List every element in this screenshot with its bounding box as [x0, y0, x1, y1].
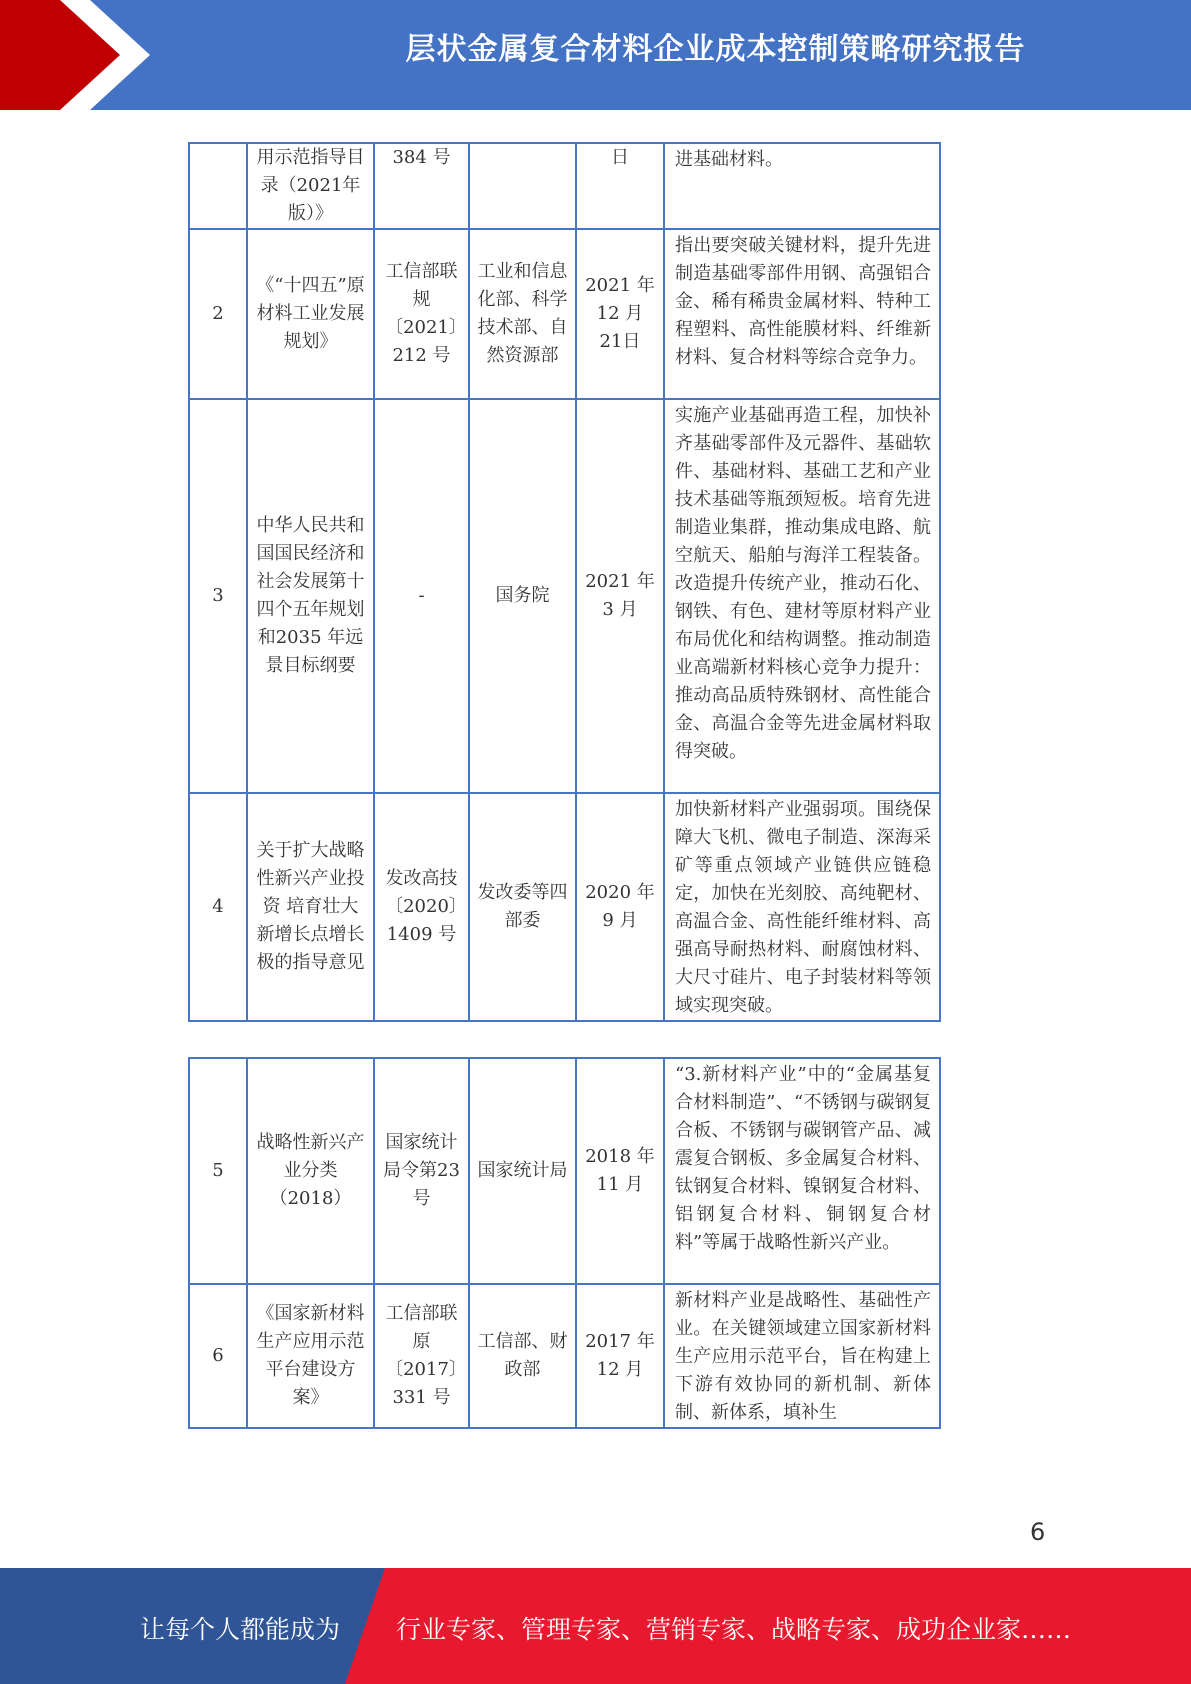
table-row [189, 229, 940, 399]
report-title: 层状金属复合材料企业成本控制策略研究报告 [405, 32, 1026, 67]
policy-content: 进基础材料。 [664, 143, 940, 229]
row-number: 6 [189, 1284, 247, 1428]
issuing-department: 工业和信息化部、科学技术部、自然资源部 [469, 229, 576, 399]
policy-content: 实施产业基础再造工程，加快补齐基础零部件及元器件、基础软件、基础材料、基础工艺和产业技术基础等瓶颈短板。培育先进制造业集群，推动集成电路、航空航天、船舶与海洋工程装备。改造提升传统产业，推动石化、钢铁、有色、建材等原材料产业布局优化和结构调整。推动制造业高端新材料核心竞争力提升：推动高品质特殊钢材、高性能合金、高温合金等先进金属材料取得突破。 [664, 399, 940, 793]
row-number: 2 [189, 229, 247, 399]
issuing-department: 国务院 [469, 399, 576, 793]
issue-date: 2017 年12 月 [576, 1284, 664, 1428]
issue-date: 2018 年11 月 [576, 1058, 664, 1284]
row-number: 4 [189, 793, 247, 1021]
page-header [0, 0, 1191, 110]
page-number: 6 [1030, 1518, 1046, 1546]
policy-name: 《国家新材料生产应用示范平台建设方案》 [247, 1284, 374, 1428]
policy-name: 关于扩大战略性新兴产业投资 培育壮大新增长点增长极的指导意见 [247, 793, 374, 1021]
document-number: 384 号 [374, 143, 469, 229]
row-number [189, 143, 247, 229]
document-number: 发改高技〔2020〕1409 号 [374, 793, 469, 1021]
document-number: - [374, 399, 469, 793]
policy-content: “3.新材料产业”中的“金属基复合材料制造”、“不锈钢与碳钢复合板、不锈钢与碳钢管产品、减震复合钢板、多金属复合材料、钛钢复合材料、镍钢复合材料、铝钢复合材料、铜钢复合材料”等属于战略性新兴产业。 [664, 1058, 940, 1284]
row-number: 3 [189, 399, 247, 793]
issue-date: 2021 年12 月 21日 [576, 229, 664, 399]
policy-content: 加快新材料产业强弱项。围绕保障大飞机、微电子制造、深海采矿等重点领域产业链供应链稳定，加快在光刻胶、高纯靶材、高温合金、高性能纤维材料、高强高导耐热材料、耐腐蚀材料、大尺寸硅片、电子封装材料等领域实现突破。 [664, 793, 940, 1021]
table-row [189, 1058, 940, 1284]
policy-name: 用示范指导目录（2021年版）》 [247, 143, 374, 229]
issue-date: 日 [576, 143, 664, 229]
issuing-department: 发改委等四部委 [469, 793, 576, 1021]
issuing-department [469, 143, 576, 229]
document-number: 工信部联原〔2017〕331 号 [374, 1284, 469, 1428]
policy-table-part-1 [188, 142, 941, 1022]
table-row [189, 143, 940, 229]
table-row [189, 793, 940, 1021]
issuing-department: 国家统计局 [469, 1058, 576, 1284]
footer-slogan-right: 行业专家、管理专家、营销专家、战略专家、成功企业家…… [396, 1615, 1072, 1644]
issue-date: 2021 年3 月 [576, 399, 664, 793]
table-row [189, 399, 940, 793]
policy-table-part-2 [188, 1057, 941, 1429]
issuing-department: 工信部、财政部 [469, 1284, 576, 1428]
policy-content: 新材料产业是战略性、基础性产业。在关键领域建立国家新材料生产应用示范平台，旨在构建上下游有效协同的新机制、新体制、新体系，填补生 [664, 1284, 940, 1428]
table-row [189, 1284, 940, 1428]
policy-name: 战略性新兴产业分类（2018） [247, 1058, 374, 1284]
policy-name: 中华人民共和国国民经济和社会发展第十四个五年规划和2035 年远景目标纲要 [247, 399, 374, 793]
row-number: 5 [189, 1058, 247, 1284]
issue-date: 2020 年9 月 [576, 793, 664, 1021]
policy-name: 《“十四五”原材料工业发展规划》 [247, 229, 374, 399]
document-number: 工信部联规〔2021〕212 号 [374, 229, 469, 399]
document-number: 国家统计局令第23 号 [374, 1058, 469, 1284]
policy-content: 指出要突破关键材料，提升先进制造基础零部件用钢、高强铝合金、稀有稀贵金属材料、特种工程塑料、高性能膜材料、纤维新材料、复合材料等综合竞争力。 [664, 229, 940, 399]
footer-slogan-left: 让每个人都能成为 [140, 1615, 341, 1644]
